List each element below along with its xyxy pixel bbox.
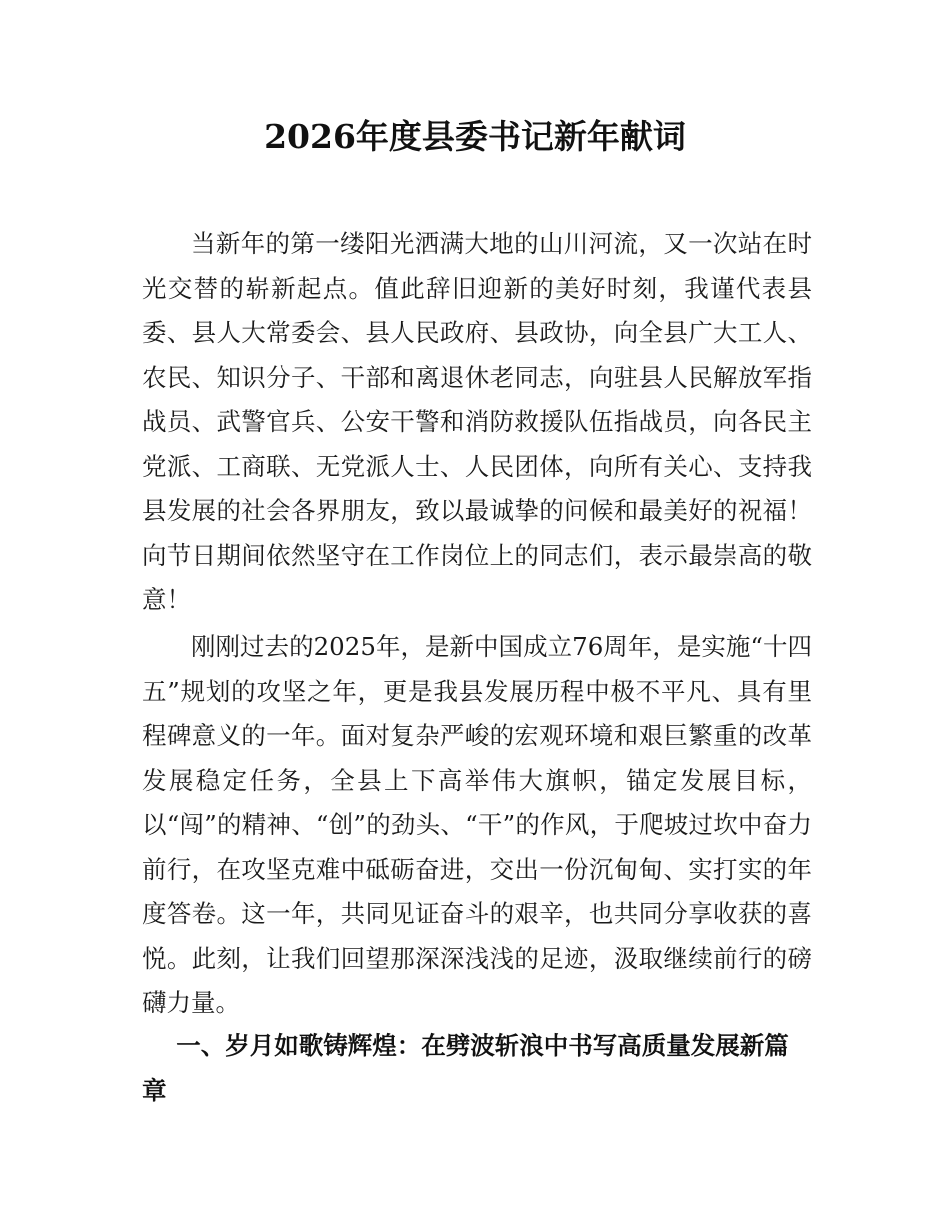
section-heading: 一、岁月如歌铸辉煌：在劈波斩浪中书写高质量发展新篇章 — [142, 1031, 789, 1105]
document-title: 2026年度县委书记新年献词 — [264, 117, 686, 156]
paragraph-review: 刚刚过去的2025年，是新中国成立76周年，是实施“十四五”规划的攻坚之年，更是我县发展历程中极不平凡、具有里程碑意义的一年。面对复杂严峻的宏观环境和艰巨繁重的改革发展稳定任务，全县上下高举伟大旗帜，锚定发展目标，以“闯”的精神、“创”的劲头、“干”的作风，于爬坡过坎中奋力前行，在攻坚克难中砥砺奋进，交出一份沉甸甸、实打实的年度答卷。这一年，共同见证奋斗的艰辛，也共同分享收获的喜悦。此刻，让我们回望那深深浅浅的足迹，汲取继续前行的磅礴力量。 — [142, 632, 812, 1017]
paragraph-greeting: 当新年的第一缕阳光洒满大地的山川河流，又一次站在时光交替的崭新起点。值此辞旧迎新的美好时刻，我谨代表县委、县人大常委会、县人民政府、县政协，向全县广大工人、农民、知识分子、干部和离退休老同志，向驻县人民解放军指战员、武警官兵、公安干警和消防救援队伍指战员，向各民主党派、工商联、无党派人士、人民团体，向所有关心、支持我县发展的社会各界朋友，致以最诚挚的问候和最美好的祝福！向节日期间依然坚守在工作岗位上的同志们，表示最崇高的敬意！ — [142, 229, 812, 614]
